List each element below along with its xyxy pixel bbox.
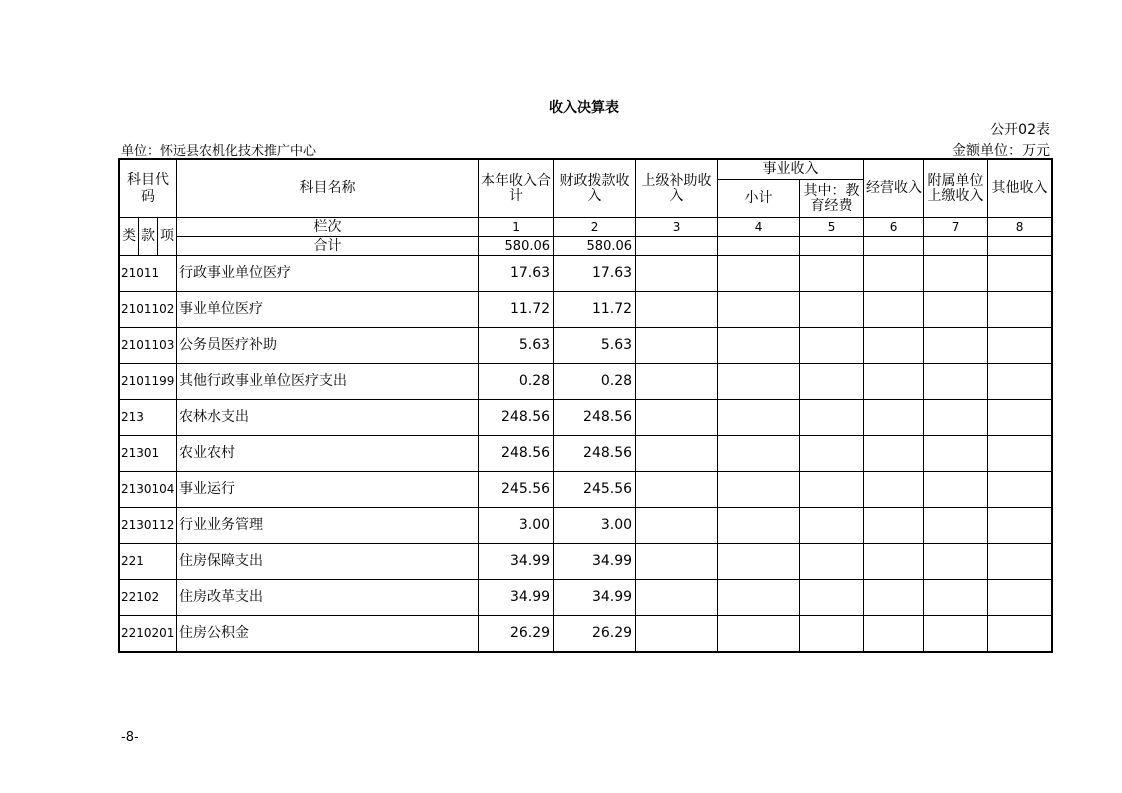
other-income — [988, 400, 1052, 436]
business-subtotal — [718, 328, 800, 364]
education-funds — [800, 364, 864, 400]
annual-income-total: 5.63 — [479, 328, 554, 364]
column-number: 6 — [864, 218, 924, 237]
education-funds — [800, 400, 864, 436]
amount-unit: 金额单位：万元 — [952, 143, 1050, 159]
operating-income — [864, 544, 924, 580]
total-label: 合计 — [177, 237, 479, 256]
education-funds — [800, 508, 864, 544]
operating-income — [864, 472, 924, 508]
subject-name: 行业业务管理 — [177, 508, 479, 544]
header-item: 项 — [158, 218, 177, 256]
column-number: 7 — [924, 218, 988, 237]
education-funds — [800, 616, 864, 652]
business-subtotal — [718, 508, 800, 544]
other-income — [988, 292, 1052, 328]
subject-name: 住房公积金 — [177, 616, 479, 652]
operating-income — [864, 364, 924, 400]
affiliated-remittance — [924, 616, 988, 652]
affiliated-remittance — [924, 580, 988, 616]
header-operating-income: 经营收入 — [864, 160, 924, 218]
business-subtotal — [718, 292, 800, 328]
column-index-label: 栏次 — [177, 218, 479, 237]
superior-subsidy — [636, 616, 718, 652]
education-funds — [800, 292, 864, 328]
affiliated-remittance — [924, 328, 988, 364]
superior-subsidy — [636, 256, 718, 292]
header-subject-name: 科目名称 — [177, 160, 479, 218]
affiliated-remittance — [924, 472, 988, 508]
table-row — [120, 364, 1052, 400]
other-income — [988, 328, 1052, 364]
education-funds — [800, 472, 864, 508]
annual-income-total: 34.99 — [479, 580, 554, 616]
other-income — [988, 256, 1052, 292]
header-subject-code: 科目代 码 — [120, 160, 177, 218]
superior-subsidy — [636, 364, 718, 400]
fiscal-allocation: 248.56 — [554, 400, 636, 436]
operating-income — [864, 508, 924, 544]
subject-name: 农业农村 — [177, 436, 479, 472]
education-funds — [800, 328, 864, 364]
table-row — [120, 328, 1052, 364]
subject-code: 21301 — [120, 436, 177, 472]
business-subtotal — [718, 580, 800, 616]
operating-income — [864, 256, 924, 292]
fiscal-allocation: 0.28 — [554, 364, 636, 400]
operating-income — [864, 400, 924, 436]
affiliated-remittance — [924, 364, 988, 400]
superior-subsidy — [636, 580, 718, 616]
operating-income — [864, 580, 924, 616]
education-funds — [800, 256, 864, 292]
column-number: 8 — [988, 218, 1052, 237]
subject-code: 2130104 — [120, 472, 177, 508]
superior-subsidy — [636, 292, 718, 328]
fiscal-allocation: 5.63 — [554, 328, 636, 364]
business-subtotal — [718, 436, 800, 472]
annual-income-total: 26.29 — [479, 616, 554, 652]
column-number: 2 — [554, 218, 636, 237]
subject-name: 行政事业单位医疗 — [177, 256, 479, 292]
operating-income — [864, 616, 924, 652]
other-income — [988, 580, 1052, 616]
operating-income — [864, 328, 924, 364]
subject-name: 其他行政事业单位医疗支出 — [177, 364, 479, 400]
fiscal-allocation: 3.00 — [554, 508, 636, 544]
table-row — [120, 400, 1052, 436]
superior-subsidy — [636, 508, 718, 544]
superior-subsidy — [636, 328, 718, 364]
total-annual-income: 580.06 — [479, 237, 554, 256]
business-subtotal — [718, 544, 800, 580]
table-row — [120, 436, 1052, 472]
table-row — [120, 508, 1052, 544]
affiliated-remittance — [924, 292, 988, 328]
header-subtotal: 小计 — [718, 180, 800, 218]
other-income — [988, 544, 1052, 580]
fiscal-allocation: 26.29 — [554, 616, 636, 652]
affiliated-remittance — [924, 544, 988, 580]
fiscal-allocation: 11.72 — [554, 292, 636, 328]
column-number: 5 — [800, 218, 864, 237]
annual-income-total: 248.56 — [479, 400, 554, 436]
column-number: 3 — [636, 218, 718, 237]
business-subtotal — [718, 472, 800, 508]
subject-code: 2130112 — [120, 508, 177, 544]
header-annual-income-total: 本年收入合计 — [479, 160, 554, 218]
fiscal-allocation: 34.99 — [554, 544, 636, 580]
other-income — [988, 436, 1052, 472]
superior-subsidy — [636, 400, 718, 436]
table-row — [120, 580, 1052, 616]
subject-name: 住房保障支出 — [177, 544, 479, 580]
income-final-accounts-table — [119, 159, 1052, 652]
other-income — [988, 508, 1052, 544]
annual-income-total: 17.63 — [479, 256, 554, 292]
header-section: 款 — [139, 218, 158, 256]
subject-code: 2101103 — [120, 328, 177, 364]
subject-code: 2101102 — [120, 292, 177, 328]
subject-code: 21011 — [120, 256, 177, 292]
other-income — [988, 472, 1052, 508]
subject-name: 事业单位医疗 — [177, 292, 479, 328]
annual-income-total: 0.28 — [479, 364, 554, 400]
annual-income-total: 248.56 — [479, 436, 554, 472]
business-subtotal — [718, 364, 800, 400]
header-class: 类 — [120, 218, 139, 256]
operating-income — [864, 436, 924, 472]
fiscal-allocation: 34.99 — [554, 580, 636, 616]
fiscal-allocation: 17.63 — [554, 256, 636, 292]
table-row — [120, 292, 1052, 328]
totals-row — [120, 237, 1052, 256]
other-income — [988, 364, 1052, 400]
affiliated-remittance — [924, 400, 988, 436]
superior-subsidy — [636, 544, 718, 580]
annual-income-total: 11.72 — [479, 292, 554, 328]
table-title: 收入决算表 — [549, 100, 619, 116]
header-business-income: 事业收入 — [718, 160, 864, 180]
business-subtotal — [718, 256, 800, 292]
table-row — [120, 256, 1052, 292]
annual-income-total: 245.56 — [479, 472, 554, 508]
table-row — [120, 616, 1052, 652]
education-funds — [800, 436, 864, 472]
affiliated-remittance — [924, 436, 988, 472]
page-number: -8- — [121, 730, 139, 745]
fiscal-allocation: 245.56 — [554, 472, 636, 508]
header-superior-subsidy: 上级补助收入 — [636, 160, 718, 218]
subject-code: 22102 — [120, 580, 177, 616]
subject-name: 事业运行 — [177, 472, 479, 508]
business-subtotal — [718, 400, 800, 436]
subject-name: 公务员医疗补助 — [177, 328, 479, 364]
reporting-unit: 单位：怀远县农机化技术推广中心 — [121, 144, 317, 159]
superior-subsidy — [636, 436, 718, 472]
affiliated-remittance — [924, 256, 988, 292]
other-income — [988, 616, 1052, 652]
table-row — [120, 544, 1052, 580]
education-funds — [800, 580, 864, 616]
fiscal-allocation: 248.56 — [554, 436, 636, 472]
annual-income-total: 34.99 — [479, 544, 554, 580]
header-of-which-education: 其中：教育经费 — [800, 180, 864, 218]
total-fiscal-allocation: 580.06 — [554, 237, 636, 256]
business-subtotal — [718, 616, 800, 652]
subject-code: 2210201 — [120, 616, 177, 652]
column-number: 1 — [479, 218, 554, 237]
table-row — [120, 472, 1052, 508]
operating-income — [864, 292, 924, 328]
education-funds — [800, 544, 864, 580]
affiliated-remittance — [924, 508, 988, 544]
header-other-income: 其他收入 — [988, 160, 1052, 218]
superior-subsidy — [636, 472, 718, 508]
column-number: 4 — [718, 218, 800, 237]
table-number: 公开02表 — [990, 122, 1050, 138]
subject-name: 住房改革支出 — [177, 580, 479, 616]
header-fiscal-allocation: 财政拨款收入 — [554, 160, 636, 218]
subject-code: 213 — [120, 400, 177, 436]
subject-code: 221 — [120, 544, 177, 580]
annual-income-total: 3.00 — [479, 508, 554, 544]
subject-name: 农林水支出 — [177, 400, 479, 436]
subject-code: 2101199 — [120, 364, 177, 400]
header-affiliated-remittance: 附属单位上缴收入 — [924, 160, 988, 218]
